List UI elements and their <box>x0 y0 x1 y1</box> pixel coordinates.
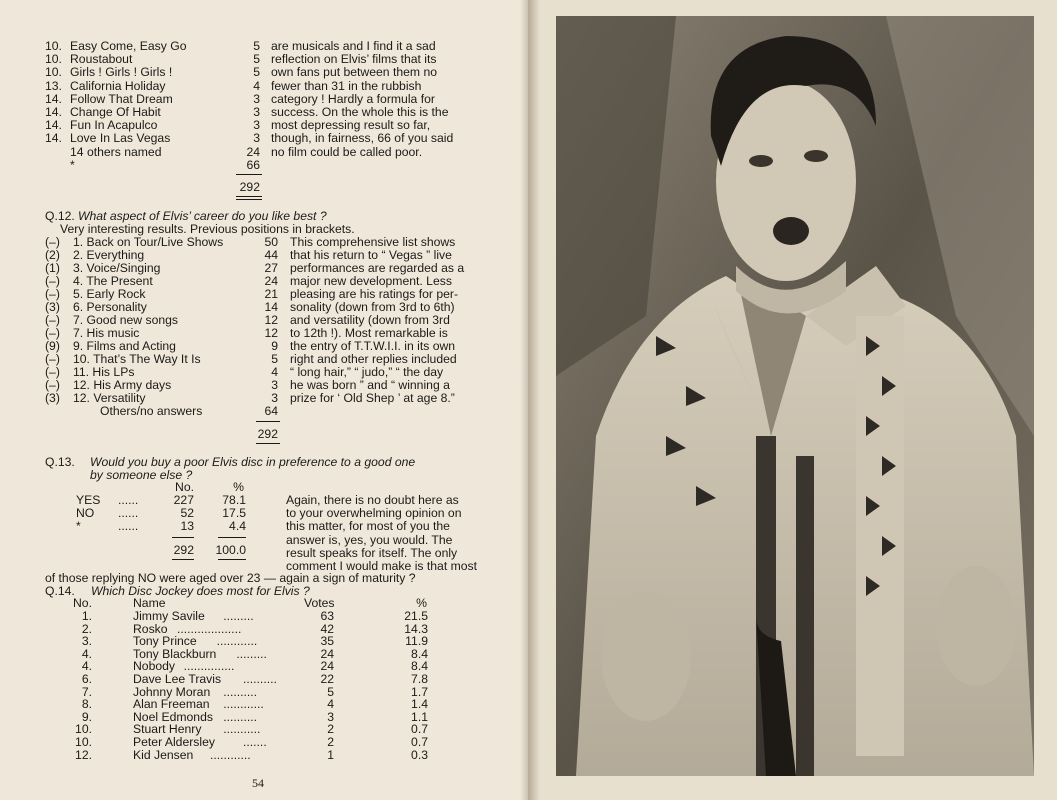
total-rule <box>236 174 262 175</box>
q13-answer-label: YES <box>76 493 101 507</box>
film-rank: 10. <box>45 65 62 80</box>
previous-position: (–) <box>45 274 60 288</box>
q12-comment-line: sonality (down from 3rd to 6th) <box>290 300 455 314</box>
q12-intro: Very interesting results. Previous positions in brackets. <box>60 222 355 236</box>
aspect-label: 1. Back on Tour/Live Shows <box>73 235 224 249</box>
q12-comment-line: performances are regarded as a <box>290 261 465 275</box>
photo-illustration <box>556 16 1034 776</box>
dj-votes: 63 <box>320 609 334 623</box>
q14-col-pct: % <box>416 596 427 610</box>
previous-position: (2) <box>45 248 60 262</box>
previous-position: (–) <box>45 352 60 366</box>
dj-rank: 4. <box>81 659 92 674</box>
total-rule <box>256 443 280 444</box>
film-title: Easy Come, Easy Go <box>70 39 187 53</box>
dot-leader: ................... <box>177 621 242 636</box>
q12-comment-line: prize for ‘ Old Shep ’ at age 8.” <box>290 391 455 405</box>
q13-count: 52 <box>180 506 194 520</box>
total-rule <box>236 196 262 197</box>
q13-count: 13 <box>180 519 194 533</box>
q13-comment-line: result speaks for itself. The only <box>286 545 458 560</box>
dot-leader: .......... <box>223 684 258 699</box>
dj-votes: 3 <box>327 709 334 724</box>
elvis-photo <box>556 16 1034 776</box>
aspect-label: 12. His Army days <box>73 378 172 392</box>
film-title: California Holiday <box>70 78 166 93</box>
aspect-label: 12. Versatility <box>73 391 146 405</box>
q12-comment-line: “ long hair,” “ judo,” “ the day <box>290 365 444 379</box>
dj-votes: 5 <box>327 684 334 699</box>
dj-rank: 10. <box>75 722 92 737</box>
film-title: Roustabout <box>70 52 133 67</box>
previous-position: (–) <box>45 235 60 249</box>
q12-total: 292 <box>257 427 278 441</box>
dj-name: Jimmy Savile <box>133 609 205 623</box>
dj-percent: 0.7 <box>411 722 428 737</box>
q13-comment-line: this matter, for most of you the <box>286 519 450 534</box>
aspect-label: 7. Good new songs <box>73 313 179 327</box>
q13-comment-line: answer is, yes, you would. The <box>286 532 453 547</box>
q11-comment-line: though, in fairness, 66 of you said <box>271 131 454 146</box>
film-votes: 3 <box>253 91 260 106</box>
dj-rank: 6. <box>81 672 92 686</box>
q11-comment-line: category ! Hardly a formula for <box>271 91 435 106</box>
aspect-votes: 3 <box>271 391 278 405</box>
previous-position: (–) <box>45 313 60 327</box>
q12-comment-line: he was born ” and “ winning a <box>290 378 450 392</box>
aspect-label: 2. Everything <box>73 248 145 262</box>
film-title: Follow That Dream <box>70 91 173 106</box>
q12-comment-line: the entry of T.T.W.I.I. in its own <box>290 339 456 353</box>
dot-leader: ......... <box>236 646 267 661</box>
previous-position: (–) <box>45 287 60 301</box>
dot-leader: ............ <box>223 697 264 712</box>
q12-comment-line: to 12th !). Most remarkable is <box>290 326 448 340</box>
film-rank: 13. <box>45 78 62 93</box>
film-votes: 5 <box>253 39 260 53</box>
total-rule <box>236 199 262 200</box>
dj-name: Alan Freeman <box>133 697 210 712</box>
previous-position: (–) <box>45 365 60 379</box>
dj-votes: 1 <box>327 747 334 762</box>
aspect-label: 4. The Present <box>73 274 153 288</box>
q14-col-no: No. <box>73 596 92 610</box>
aspect-votes: 4 <box>271 365 278 379</box>
aspect-label: 3. Voice/Singing <box>73 261 161 275</box>
previous-position: (1) <box>45 261 60 275</box>
film-votes: 4 <box>253 78 260 93</box>
aspect-label: Others/no answers <box>100 404 203 418</box>
q12-comment-line: that his return to “ Vegas ” live <box>290 248 452 262</box>
dot-leader: ............ <box>210 747 251 762</box>
aspect-votes: 12 <box>264 313 278 327</box>
dj-rank: 2. <box>81 621 92 636</box>
dj-percent: 7.8 <box>411 672 428 686</box>
dot-leader: ...... <box>118 493 139 507</box>
q13-percent: 4.4 <box>229 519 246 533</box>
dot-leader: ......... <box>223 609 254 623</box>
film-votes: 3 <box>253 118 260 133</box>
q13-answer-label: NO <box>76 506 95 520</box>
q14-number: Q.14. <box>45 584 75 598</box>
film-votes: 5 <box>253 65 260 80</box>
q11-comment-line: fewer than 31 in the rubbish <box>271 78 422 93</box>
q12-comment-line: right and other replies included <box>290 352 457 366</box>
q13-col-pct: % <box>233 480 244 494</box>
total-rule <box>218 537 246 538</box>
film-rank: 14. <box>45 105 62 119</box>
dj-votes: 2 <box>327 722 334 737</box>
aspect-votes: 21 <box>264 287 278 301</box>
dj-name: Dave Lee Travis <box>133 672 222 686</box>
q11-comment-line: success. On the whole this is the <box>271 105 449 119</box>
dj-percent: 1.7 <box>411 684 428 699</box>
total-rule <box>172 559 194 560</box>
aspect-votes: 12 <box>264 326 278 340</box>
q13-number: Q.13. <box>45 455 75 469</box>
film-rank: 14. <box>45 91 62 106</box>
film-title: Fun In Acapulco <box>70 118 158 133</box>
q11-comment-line: most depressing result so far, <box>271 118 431 133</box>
dj-rank: 8. <box>81 697 92 712</box>
previous-position: (–) <box>45 326 60 340</box>
aspect-label: 5. Early Rock <box>73 287 146 301</box>
dj-rank: 1. <box>81 609 92 623</box>
dj-name: Tony Prince <box>133 634 197 649</box>
q13-question: Would you buy a poor Elvis disc in preference to a good one <box>90 455 416 469</box>
film-title: Change Of Habit <box>70 105 161 119</box>
q13-answer-label: * <box>76 519 81 533</box>
aspect-votes: 14 <box>264 300 278 314</box>
dj-votes: 22 <box>320 672 334 686</box>
film-title: Girls ! Girls ! Girls ! <box>70 65 173 80</box>
film-votes: 5 <box>253 52 260 67</box>
dj-rank: 3. <box>81 634 92 649</box>
q13-count: 227 <box>173 493 194 507</box>
film-rank: 10. <box>45 52 62 67</box>
q12-comment-line: and versatility (down from 3rd <box>290 313 450 327</box>
dj-name: Nobody <box>133 659 176 674</box>
q14-col-votes: Votes <box>304 596 335 610</box>
dj-percent: 21.5 <box>404 609 428 623</box>
film-votes: 3 <box>253 105 260 119</box>
page-number: 54 <box>252 776 264 790</box>
film-votes: 24 <box>246 144 260 159</box>
q13-col-no: No. <box>175 480 194 494</box>
dj-percent: 8.4 <box>411 659 428 674</box>
aspect-votes: 3 <box>271 378 278 392</box>
dot-leader: .......... <box>223 709 258 724</box>
q13-comment-tail: of those replying NO were aged over 23 — again a sign of maturity ? <box>45 571 416 585</box>
previous-position: (3) <box>45 300 60 314</box>
q11-comment-line: own fans put between them no <box>271 65 437 80</box>
dj-rank: 10. <box>75 735 92 749</box>
q11-comment-line: no film could be called poor. <box>271 144 423 159</box>
aspect-votes: 64 <box>264 404 278 418</box>
dj-name: Kid Jensen <box>133 747 194 762</box>
q11-comment-line: are musicals and I find it a sad <box>271 39 436 53</box>
dj-name: Peter Aldersley <box>133 735 215 749</box>
q12-comment-line: This comprehensive list shows <box>290 235 456 249</box>
q13-percent: 17.5 <box>222 506 246 520</box>
total-rule <box>218 559 246 560</box>
dj-rank: 12. <box>75 747 92 762</box>
aspect-votes: 27 <box>264 261 278 275</box>
q13-percent: 78.1 <box>222 493 246 507</box>
aspect-label: 6. Personality <box>73 300 147 314</box>
aspect-label: 11. His LPs <box>73 365 135 379</box>
aspect-label: 10. That’s The Way It Is <box>73 352 201 366</box>
total-rule <box>256 421 280 422</box>
dj-rank: 4. <box>81 646 92 661</box>
film-votes: 66 <box>246 157 260 172</box>
q13-question: by someone else ? <box>90 468 193 482</box>
dot-leader: ...... <box>118 506 139 520</box>
dj-votes: 4 <box>327 697 334 712</box>
q13-total-percent: 100.0 <box>215 543 246 557</box>
dj-name: Stuart Henry <box>133 722 202 737</box>
aspect-votes: 24 <box>264 274 278 288</box>
dj-percent: 0.7 <box>411 735 428 749</box>
dj-name: Rosko <box>133 621 168 636</box>
dj-percent: 1.4 <box>411 697 428 712</box>
q13-comment-line: to your overwhelming opinion on <box>286 506 462 521</box>
film-votes: 3 <box>253 131 260 146</box>
dot-leader: ........... <box>223 722 261 737</box>
q13-comment-line: comment I would make is that most <box>286 559 478 573</box>
film-title: * <box>70 157 75 172</box>
film-title: 14 others named <box>70 144 162 159</box>
aspect-votes: 50 <box>264 235 278 249</box>
aspect-label: 9. Films and Acting <box>73 339 176 353</box>
aspect-votes: 9 <box>271 339 278 353</box>
q12-number: Q.12. <box>45 209 75 223</box>
dot-leader: ............... <box>183 659 235 674</box>
q11-comment-line: reflection on Elvis’ films that its <box>271 52 437 67</box>
dj-name: Noel Edmonds <box>133 709 213 724</box>
dot-leader: ...... <box>118 519 139 533</box>
total-rule <box>172 537 194 538</box>
q14-col-name: Name <box>133 596 166 610</box>
book-gutter <box>520 0 540 800</box>
dj-percent: 14.3 <box>404 621 428 636</box>
dj-votes: 24 <box>320 646 334 661</box>
dot-leader: ....... <box>243 735 267 749</box>
dj-percent: 1.1 <box>411 709 428 724</box>
dj-name: Johnny Moran <box>133 684 211 699</box>
film-rank: 14. <box>45 118 62 133</box>
dj-percent: 11.9 <box>405 634 428 649</box>
dot-leader: .......... <box>243 672 277 686</box>
previous-position: (3) <box>45 391 60 405</box>
aspect-votes: 44 <box>264 248 278 262</box>
dj-rank: 9. <box>81 709 92 724</box>
dj-rank: 7. <box>81 684 92 699</box>
dj-percent: 0.3 <box>411 747 428 762</box>
dj-votes: 24 <box>320 659 334 674</box>
q13-comment-line: Again, there is no doubt here as <box>286 493 459 507</box>
aspect-votes: 5 <box>271 352 278 366</box>
film-rank: 10. <box>45 39 62 53</box>
dot-leader: ............ <box>216 634 258 649</box>
q14-question: Which Disc Jockey does most for Elvis ? <box>91 584 310 598</box>
dj-name: Tony Blackburn <box>133 646 217 661</box>
dj-percent: 8.4 <box>411 646 428 661</box>
q12-comment-line: pleasing are his ratings for per- <box>290 287 459 301</box>
q12-question: What aspect of Elvis’ career do you like best ? <box>78 209 327 223</box>
q11-total: 292 <box>239 180 260 194</box>
aspect-label: 7. His music <box>73 326 140 340</box>
dj-votes: 42 <box>320 621 334 636</box>
film-title: Love In Las Vegas <box>70 131 171 146</box>
previous-position: (–) <box>45 378 60 392</box>
q13-total-count: 292 <box>173 543 194 557</box>
film-rank: 14. <box>45 131 62 146</box>
dj-votes: 2 <box>327 735 334 749</box>
previous-position: (9) <box>45 339 60 353</box>
dj-votes: 35 <box>320 634 334 649</box>
q12-comment-line: major new development. Less <box>290 274 452 288</box>
